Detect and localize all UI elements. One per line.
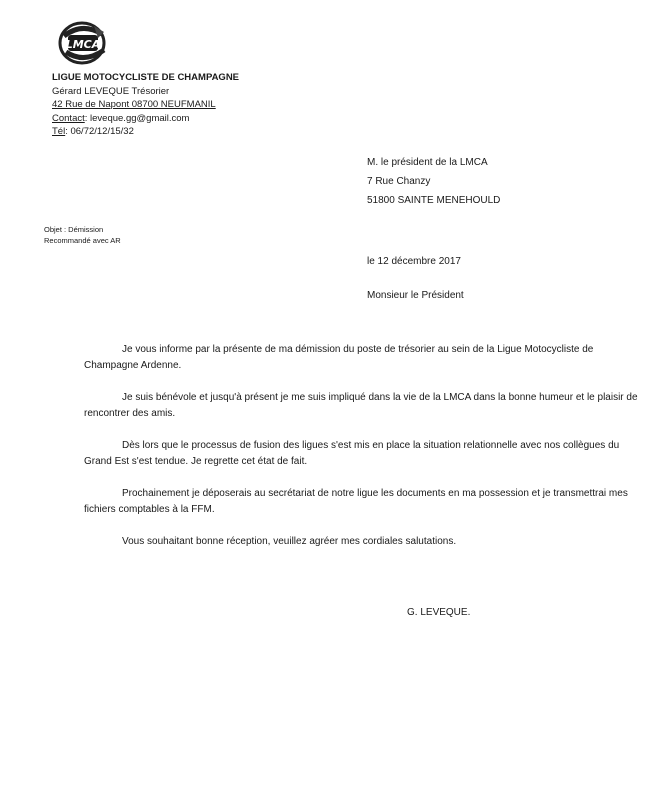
recipient-block <box>367 153 500 210</box>
tel-label: Tél <box>52 126 66 137</box>
recipient-line: 51800 SAINTE MENEHOULD <box>367 195 501 206</box>
objet-block <box>44 225 121 246</box>
objet-line: Objet : Démission <box>44 225 104 234</box>
signature: G. LEVEQUE. <box>407 607 471 618</box>
recipient-line: 7 Rue Chanzy <box>367 176 431 187</box>
sender-org: LIGUE MOTOCYCLISTE DE CHAMPAGNE <box>52 72 240 83</box>
objet-line: Recommandé avec AR <box>44 235 121 245</box>
salutation: Monsieur le Président <box>367 290 464 301</box>
lmca-logo <box>54 18 116 68</box>
sender-address: 42 Rue de Napont 08700 NEUFMANIL <box>52 99 216 110</box>
paragraph: Prochainement je déposerais au secrétariat de notre ligue les documents en ma possession et je transmettrai mes fichiers comptables à la FFM. <box>84 488 628 515</box>
letter-date: le 12 décembre 2017 <box>367 256 461 267</box>
sender-block <box>52 71 239 139</box>
recipient-line: M. le président de la LMCA <box>367 157 488 168</box>
tel-number: : 06/72/12/15/32 <box>65 126 134 137</box>
letter-body <box>84 342 644 566</box>
sender-tel <box>52 125 239 139</box>
contact-email[interactable]: : leveque.gg@gmail.com <box>84 112 190 124</box>
sender-contact <box>52 112 239 126</box>
contact-label: Contact <box>52 112 85 124</box>
logo-text: LMCA <box>65 38 101 51</box>
sender-name: Gérard LEVEQUE Trésorier <box>52 85 170 97</box>
paragraph: Dès lors que le processus de fusion des ligues s'est mis en place la situation relationnelle avec nos collègues du Grand Est s'est tendue. Je regrette cet état de fait. <box>84 440 620 467</box>
paragraph: Vous souhaitant bonne réception, veuillez agréer mes cordiales salutations. <box>122 536 457 547</box>
paragraph: Je suis bénévole et jusqu'à présent je me suis impliqué dans la vie de la LMCA dans la bonne humeur et le plaisir de rencontrer des amis. <box>84 392 638 419</box>
paragraph: Je vous informe par la présente de ma démission du poste de trésorier au sein de la Ligue Motocycliste de Champagne Ardenne. <box>84 344 594 371</box>
